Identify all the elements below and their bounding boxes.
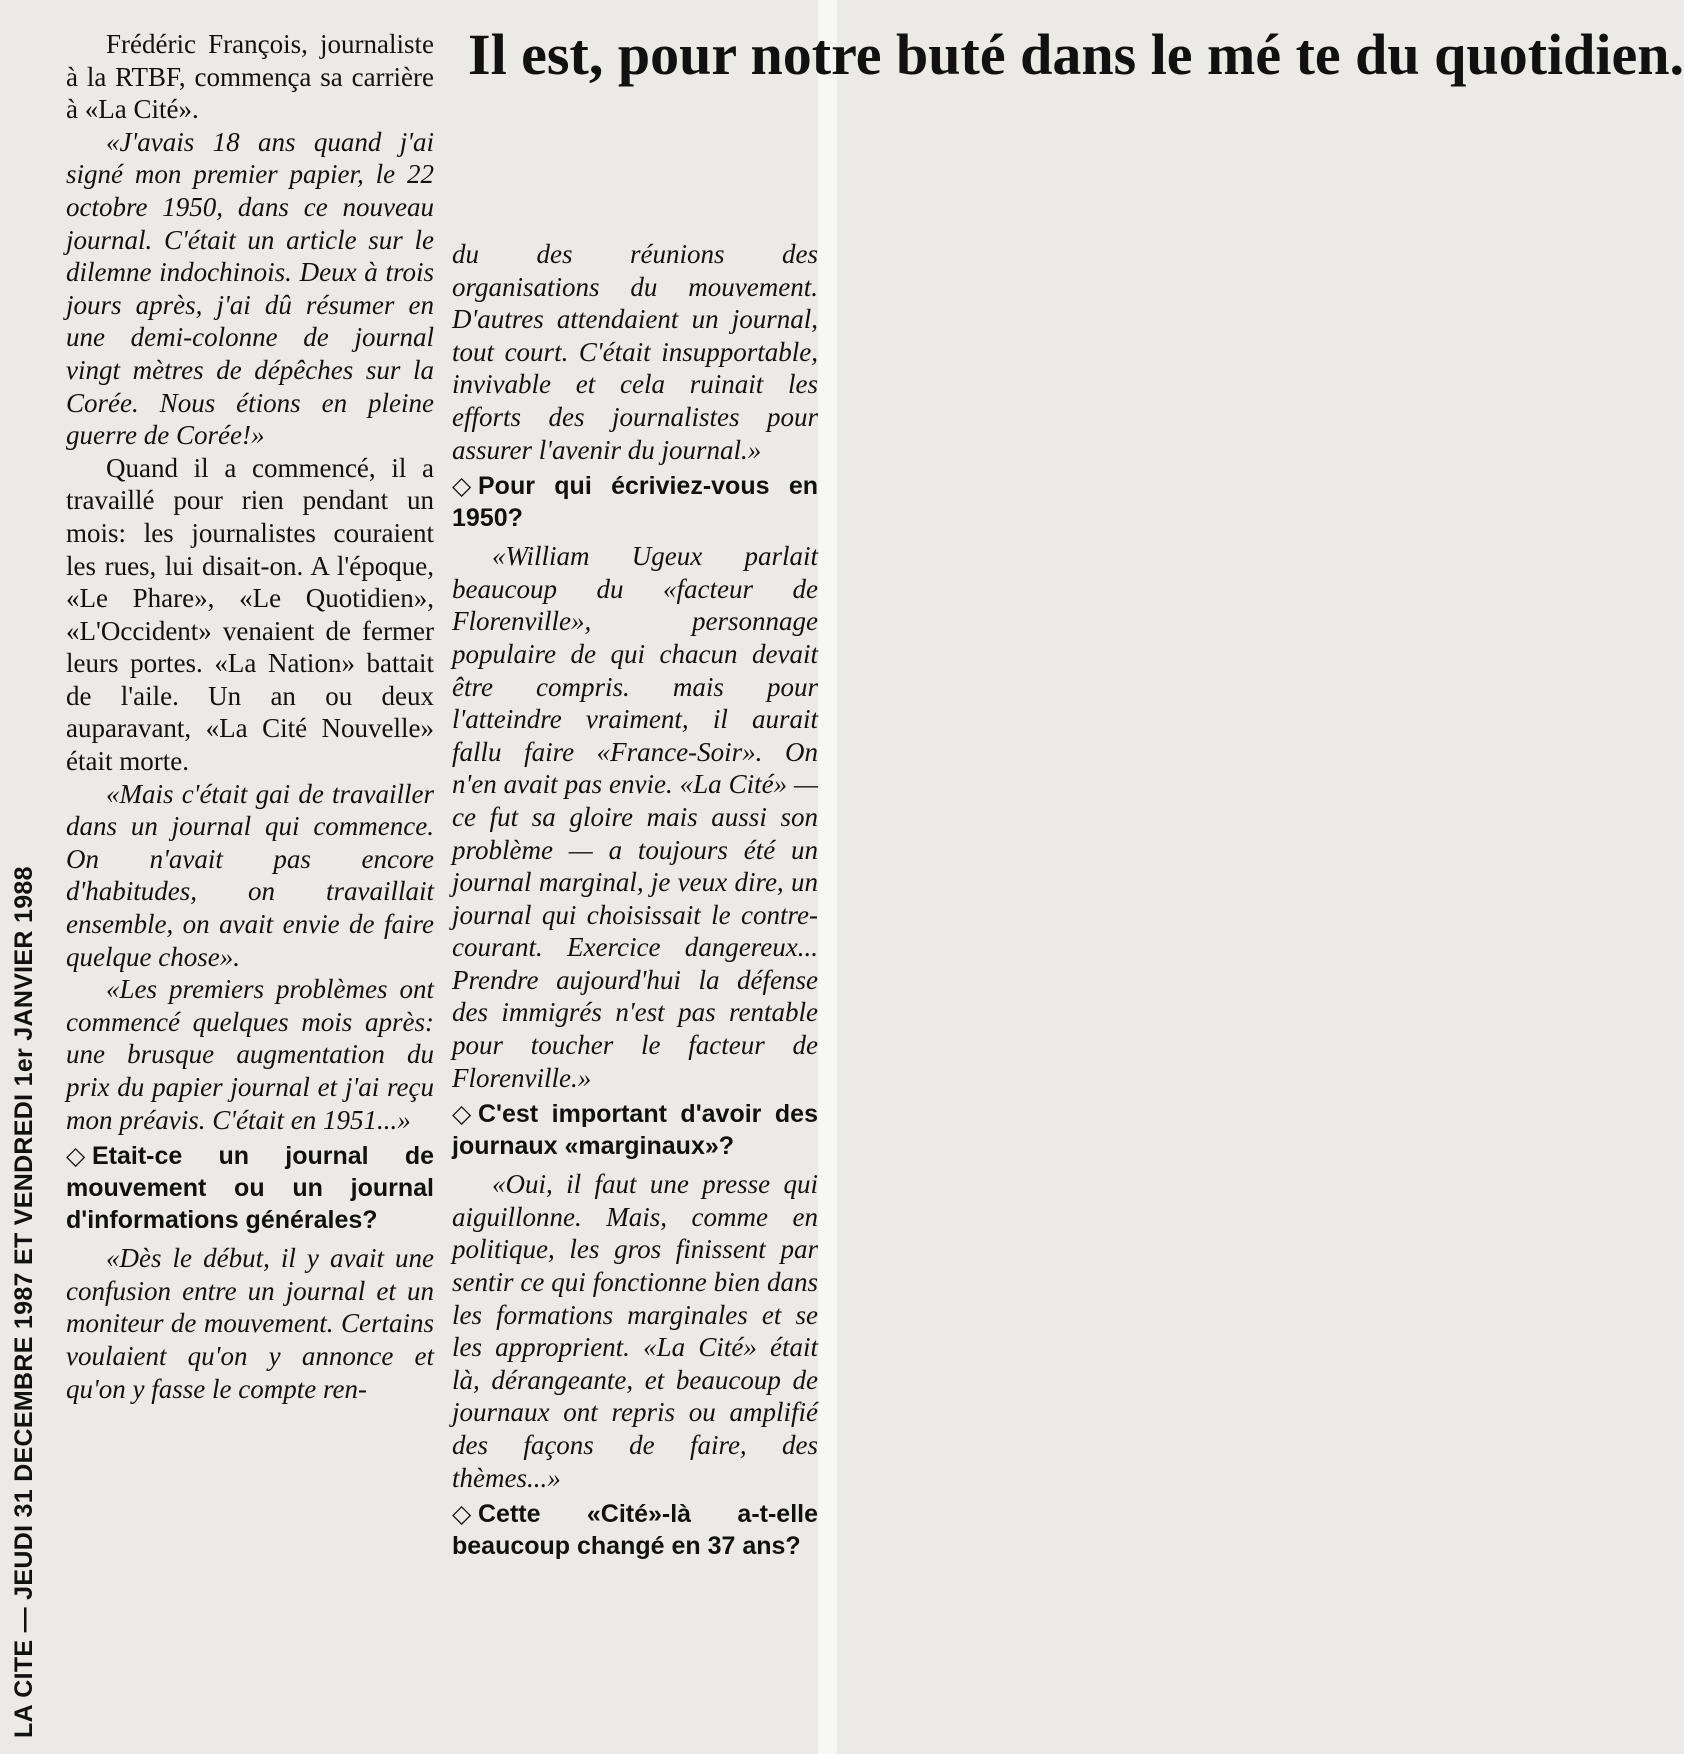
question-heading-3: [452, 1098, 818, 1162]
diamond-bullet-icon: ◇: [452, 472, 472, 501]
question-heading-2: [452, 470, 818, 534]
article-headline: Il est, pour notre buté dans le mé te du quotidien.: [468, 22, 1684, 87]
quote-paragraph-1: «J'avais 18 ans quand j'ai signé mon premier papier, le 22 octobre 1950, dans ce nouveau journal. C'était un article sur le dilemne indochinois. Deux à trois jours après, j'ai dû résumer en une demi-colonne de journal vingt mètres de dépêches sur la Corée. Nous étions en pleine guerre de Corée!»: [66, 126, 434, 451]
continued-paragraph: du des réunions des organisations du mouvement. D'autres attendaient un journal, tout court. C'était insupportable, invivable et cela ruinait les efforts des journalistes pour assurer l'avenir du journal.»: [452, 239, 818, 465]
question-text-4: Cette «Cité»-là a-t-elle beaucoup changé en 37 ans?: [452, 1500, 818, 1561]
question-text-2: Pour qui écriviez-vous en 1950?: [452, 472, 818, 533]
page-edge: [818, 0, 837, 1754]
question-text-3: C'est important d'avoir des journaux «marginaux»?: [452, 1100, 818, 1161]
quote-paragraph-3: «Les premiers problèmes ont commencé quelques mois après: une brusque augmentation du prix du papier journal et j'ai reçu mon préavis. C'était en 1951...»: [66, 974, 434, 1135]
answer-paragraph-1: «Dès le début, il y avait une confusion entre un journal et un moniteur de mouvement. Certains voulaient qu'on y annonce et qu'on y fasse le compte ren-: [66, 1243, 434, 1404]
question-heading-1: [66, 1140, 434, 1236]
diamond-bullet-icon: ◇: [452, 1100, 472, 1129]
body-paragraph-2: Quand il a commencé, il a travaillé pour rien pendant un mois: les journalistes couraient les rues, lui disait-on. A l'époque, «Le Phare», «Le Quotidien», «L'Occident» venaient de fermer leurs portes. «La Nation» battait de l'aile. Un an ou deux auparavant, «La Cité Nouvelle» était morte.: [66, 452, 434, 777]
answer-paragraph-3: «Oui, il faut une presse qui aiguillonne. Mais, comme en politique, les gros finissent par sentir ce qui fonctionne bien dans les formations marginales et se les approprient. «La Cité» était là, dérangeante, et beaucoup de journaux ont repris ou amplifié des façons de faire, des thèmes...»: [452, 1169, 818, 1493]
page-date-line: LA CITE — JEUDI 31 DECEMBRE 1987 ET VENDREDI 1er JANVIER 1988: [10, 866, 38, 1738]
diamond-bullet-icon: ◇: [452, 1500, 472, 1529]
quote-paragraph-2: «Mais c'était gai de travailler dans un journal qui commence. On n'avait pas encore d'habitudes, on travaillait ensemble, on avait envie de faire quelque chose».: [66, 778, 434, 972]
question-heading-4: [452, 1498, 818, 1562]
question-text-1: Etait-ce un journal de mouvement ou un journal d'informations générales?: [66, 1142, 434, 1235]
intro-paragraph: Frédéric François, journaliste à la RTBF, commença sa carrière à «La Cité».: [66, 29, 434, 125]
answer-paragraph-2: «William Ugeux parlait beaucoup du «facteur de Florenville», personnage populaire de qui chacun devait être compris. mais pour l'atteindre vraiment, il aurait fallu faire «France-Soir». On n'en avait pas envie. «La Cité» — ce fut sa gloire mais aussi son problème — a toujours été un journal marginal, je veux dire, un journal qui choisissait le contre-courant. Exercice dangereux... Prendre aujourd'hui la défense des immigrés n'est pas rentable pour toucher le facteur de Florenville.»: [452, 541, 818, 1093]
diamond-bullet-icon: ◇: [66, 1142, 86, 1171]
article-column-1: [66, 0, 434, 1405]
article-column-2: [452, 0, 818, 1568]
